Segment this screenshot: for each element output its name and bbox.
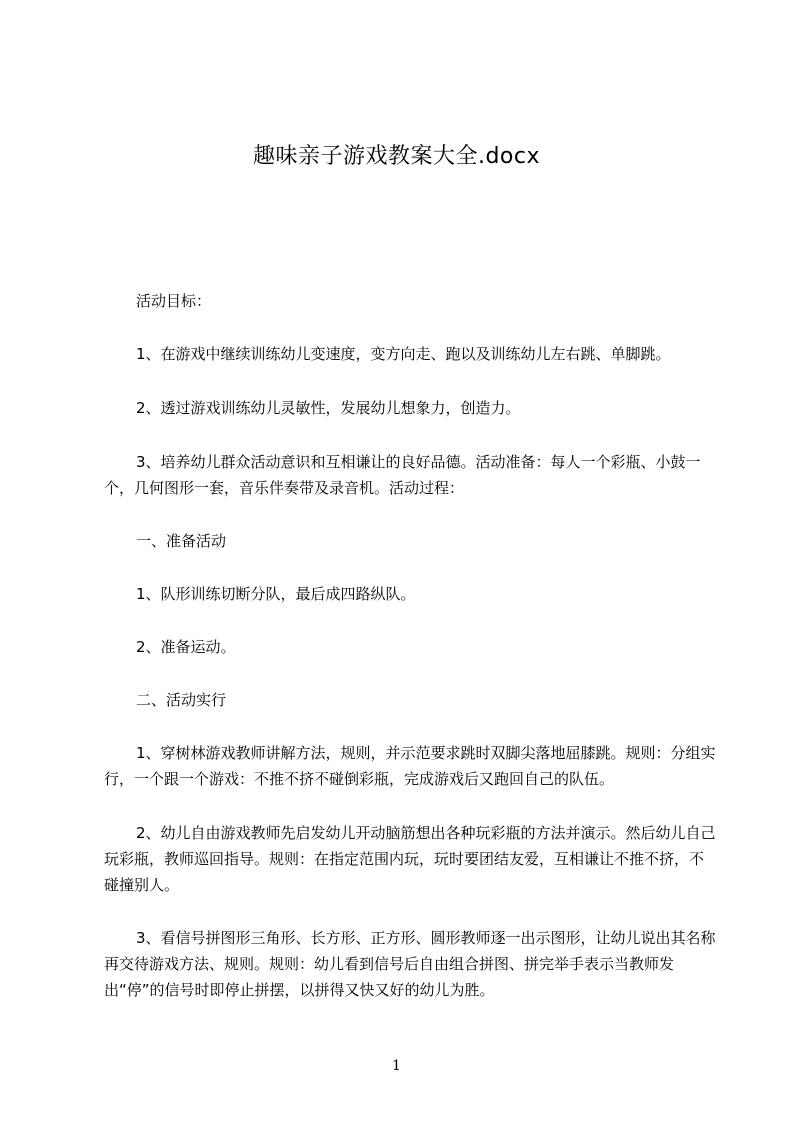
document-title: 趣味亲子游戏教案大全.docx [252,144,541,169]
paragraph-section-prepare: 一、准备活动 [136,532,227,550]
page-number: 1 [392,1058,401,1074]
paragraph-objective-3: 3、培养幼儿群众活动意识和互相谦让的良好品德。活动准备：每人一个彩瓶、小鼓一个，几何图形一套，音乐伴奏带及录音机。活动过程： [104,453,701,497]
paragraph-objectives-heading: 活动目标： [136,292,212,310]
paragraph-implement-1: 1、穿树林游戏教师讲解方法，规则，并示范要求跳时双脚尖落地屈膝跳。规则：分组实行，一个跟一个游戏：不推不挤不碰倒彩瓶，完成游戏后又跑回自己的队伍。 [104,744,716,788]
paragraph-prepare-2: 2、准备运动。 [136,638,236,656]
paragraph-implement-2: 2、幼儿自由游戏教师先启发幼儿开动脑筋想出各种玩彩瓶的方法并演示。然后幼儿自己玩彩瓶，教师巡回指导。规则：在指定范围内玩，玩时要团结友爱，互相谦让不推不挤，不碰撞别人。 [104,824,716,894]
paragraph-section-implement: 二、活动实行 [136,691,227,709]
paragraph-prepare-1: 1、队形训练切断分队，最后成四路纵队。 [136,585,416,603]
paragraph-implement-3: 3、看信号拼图形三角形、长方形、正方形、圆形教师逐一出示图形，让幼儿说出其名称再交待游戏方法、规则。规则：幼儿看到信号后自由组合拼图、拼完举手表示当教师发出“停”的信号时即停止拼摆，以拼得又快又好的幼儿为胜。 [104,929,716,999]
paragraph-objective-1: 1、在游戏中继续训练幼儿变速度，变方向走、跑以及训练幼儿左右跳、单脚跳。 [136,345,671,363]
paragraph-objective-2: 2、透过游戏训练幼儿灵敏性，发展幼儿想象力，创造力。 [136,399,521,417]
